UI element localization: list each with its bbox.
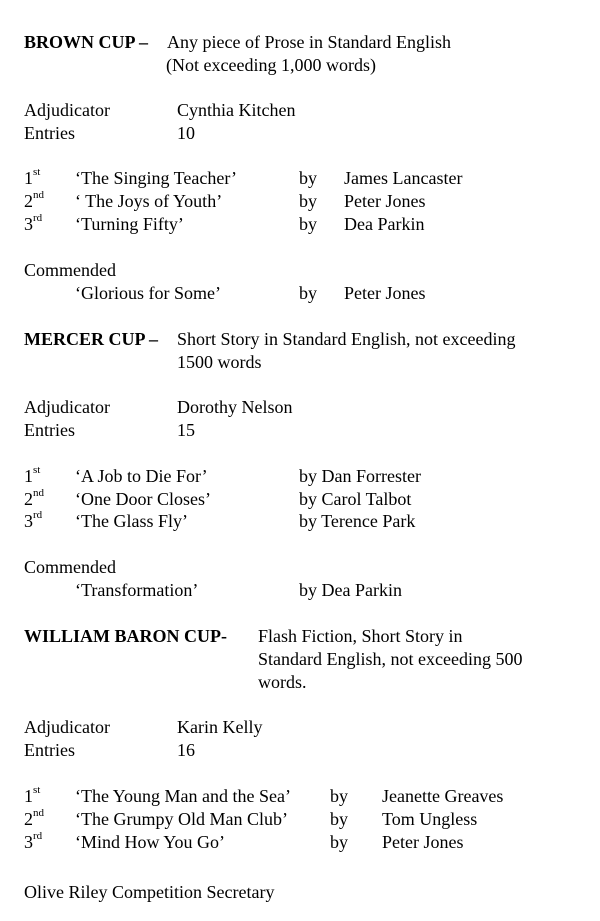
entry-title: ‘The Glass Fly’ (75, 511, 188, 531)
entries-label: Entries (24, 123, 75, 143)
commended-title: ‘Transformation’ (75, 580, 199, 600)
entry-title: ‘The Grumpy Old Man Club’ (75, 809, 288, 829)
by-label: by (330, 809, 348, 829)
adjudicator-label: Adjudicator (24, 397, 110, 417)
entry-title: ‘Turning Fifty’ (75, 214, 184, 234)
place-rank: 3rd (24, 212, 43, 234)
entry-author: Peter Jones (344, 191, 426, 211)
place-rank: 1st (24, 464, 41, 486)
by-label: by (299, 191, 317, 211)
brown-cup-title: BROWN CUP – (24, 32, 149, 52)
by-label: by (299, 283, 317, 303)
by-label: by (299, 168, 317, 188)
entry-author: by Carol Talbot (299, 489, 412, 509)
footer-signature: Olive Riley Competition Secretary (24, 882, 275, 902)
entry-title: ‘One Door Closes’ (75, 489, 211, 509)
william-baron-cup-description: Standard English, not exceeding 500 (258, 649, 523, 669)
entries-label: Entries (24, 740, 75, 760)
william-baron-cup-title: WILLIAM BARON CUP- (24, 626, 228, 646)
entry-author: by Terence Park (299, 511, 416, 531)
entry-author: Tom Ungless (382, 809, 478, 829)
william-baron-cup-description: words. (258, 672, 307, 692)
entries-count: 10 (177, 123, 195, 143)
entries-label: Entries (24, 420, 75, 440)
place-rank: 1st (24, 166, 41, 188)
adjudicator-label: Adjudicator (24, 100, 110, 120)
entry-author: Peter Jones (382, 832, 464, 852)
commended-label: Commended (24, 557, 116, 577)
place-rank: 2nd (24, 487, 44, 509)
commended-author: by Dea Parkin (299, 580, 402, 600)
by-label: by (330, 786, 348, 806)
place-rank: 2nd (24, 807, 44, 829)
by-label: by (299, 214, 317, 234)
place-rank: 3rd (24, 830, 43, 852)
entry-author: Jeanette Greaves (382, 786, 504, 806)
entries-count: 16 (177, 740, 195, 760)
by-label: by (330, 832, 348, 852)
commended-title: ‘Glorious for Some’ (75, 283, 221, 303)
adjudicator-label: Adjudicator (24, 717, 110, 737)
brown-cup-description: (Not exceeding 1,000 words) (166, 55, 376, 75)
mercer-cup-description: Short Story in Standard English, not exceeding (177, 329, 516, 349)
entry-author: Dea Parkin (344, 214, 425, 234)
place-rank: 3rd (24, 509, 43, 531)
adjudicator-name: Cynthia Kitchen (177, 100, 296, 120)
mercer-cup-title: MERCER CUP – (24, 329, 158, 349)
william-baron-cup-description: Flash Fiction, Short Story in (258, 626, 463, 646)
adjudicator-name: Karin Kelly (177, 717, 263, 737)
entries-count: 15 (177, 420, 195, 440)
entry-title: ‘The Young Man and the Sea’ (75, 786, 291, 806)
entry-title: ‘A Job to Die For’ (75, 466, 208, 486)
entry-author: by Dan Forrester (299, 466, 421, 486)
entry-title: ‘ The Joys of Youth’ (75, 191, 223, 211)
place-rank: 2nd (24, 189, 44, 211)
entry-title: ‘Mind How You Go’ (75, 832, 226, 852)
commended-author: Peter Jones (344, 283, 426, 303)
entry-author: James Lancaster (344, 168, 463, 188)
mercer-cup-description: 1500 words (177, 352, 262, 372)
entry-title: ‘The Singing Teacher’ (75, 168, 238, 188)
brown-cup-description: Any piece of Prose in Standard English (167, 32, 451, 52)
adjudicator-name: Dorothy Nelson (177, 397, 293, 417)
commended-label: Commended (24, 260, 116, 280)
place-rank: 1st (24, 784, 41, 806)
